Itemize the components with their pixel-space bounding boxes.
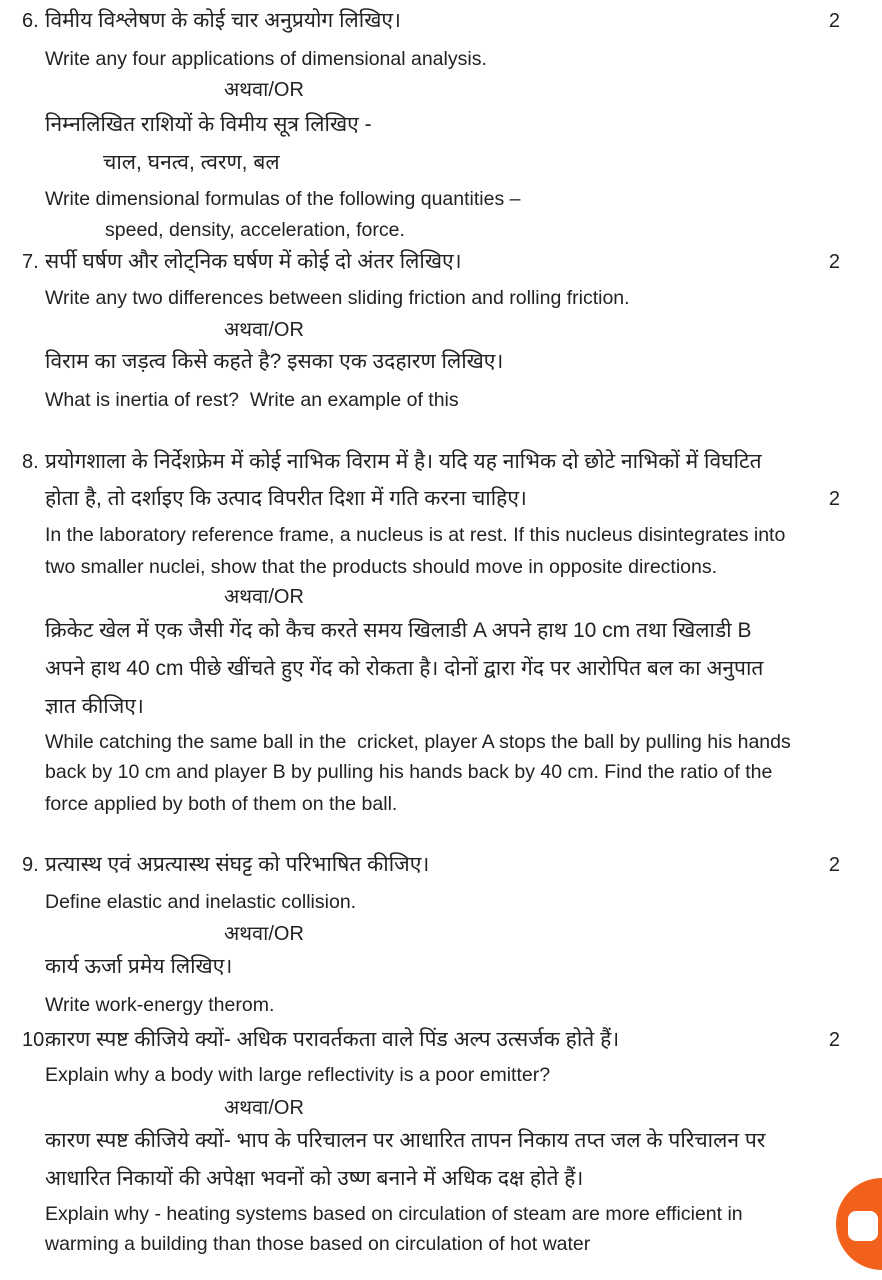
q8-english-line2: two smaller nuclei, show that the products should move in opposite directions. [45, 556, 718, 578]
q8-alt-hindi-line3: ज्ञात कीजिए। [45, 695, 144, 718]
q7-english-question: Write any two differences between sliding friction and rolling friction. [45, 287, 630, 309]
q10-or-divider: अथवा/OR [224, 1097, 304, 1119]
q10-english-question: Explain why a body with large reflectivity is a poor emitter? [45, 1064, 551, 1086]
q6-hindi-question: 6. विमीय विश्लेषण के कोई चार अनुप्रयोग लिखिए। 2 [22, 9, 840, 32]
q9-or-divider: अथवा/OR [224, 923, 304, 945]
q7-alt-english-question: What is inertia of rest? Write an example of this [45, 389, 459, 411]
q10-alt-hindi-line1: कारण स्पष्ट कीजिये क्यों- भाप के परिचालन पर आधारित तापन निकाय तप्त जल के परिचालन पर [45, 1129, 766, 1152]
q6-alt-hindi-question: निम्नलिखित राशियों के विमीय सूत्र लिखिए - [45, 113, 372, 136]
q10-alt-hindi-line2: आधारित निकायों की अपेक्षा भवनों को उष्ण बनाने में अधिक दक्ष होते हैं। [45, 1167, 584, 1190]
q9-english-question: Define elastic and inelastic collision. [45, 891, 357, 913]
question-number: 8. [22, 451, 39, 473]
q6-alt-english-question: Write dimensional formulas of the following quantities – [45, 188, 521, 210]
q10-alt-english-line1: Explain why - heating systems based on circulation of steam are more efficient in [45, 1203, 743, 1225]
marks-value: 2 [828, 251, 840, 273]
q10-hindi-question: 10.कारण स्पष्ट कीजिये क्यों- अधिक परावर्तकता वाले पिंड अल्प उत्सर्जक होते हैं। 2 [22, 1028, 840, 1051]
q9-hindi-question: 9. प्रत्यास्थ एवं अप्रत्यास्थ संघट्ट को परिभाषित कीजिए। 2 [22, 853, 840, 876]
q9-alt-hindi-question: कार्य ऊर्जा प्रमेय लिखिए। [45, 955, 233, 978]
q8-english-line1: In the laboratory reference frame, a nucleus is at rest. If this nucleus disintegrates into [45, 524, 786, 546]
q8-alt-english-line1: While catching the same ball in the cricket, player A stops the ball by pulling his hands [45, 731, 791, 753]
marks-value: 2 [828, 1029, 840, 1051]
q7-or-divider: अथवा/OR [224, 319, 304, 341]
q10-alt-english-line2: warming a building than those based on circulation of hot water [45, 1233, 591, 1255]
question-number: 6. [22, 10, 39, 32]
q8-alt-english-line3: force applied by both of them on the ball. [45, 793, 398, 815]
q6-english-question: Write any four applications of dimensional analysis. [45, 48, 487, 70]
q8-or-divider: अथवा/OR [224, 586, 304, 608]
app-logo-icon [848, 1211, 878, 1241]
q8-alt-hindi-line1: क्रिकेट खेल में एक जैसी गेंद को कैच करते समय खिलाडी A अपने हाथ 10 cm तथा खिलाडी B [45, 619, 752, 642]
question-number: 9. [22, 854, 39, 876]
marks-value: 2 [828, 854, 840, 876]
marks-value: 2 [828, 10, 840, 32]
q6-or-divider: अथवा/OR [224, 79, 304, 101]
q7-alt-hindi-question: विराम का जड़त्व किसे कहते है? इसका एक उदहारण लिखिए। [45, 350, 504, 373]
q6-alt-hindi-quantities: चाल, घनत्व, त्वरण, बल [103, 151, 280, 174]
marks-value: 2 [828, 488, 840, 510]
question-number: 10. [22, 1029, 50, 1051]
q6-alt-english-quantities: speed, density, acceleration, force. [105, 219, 405, 241]
question-number: 7. [22, 251, 39, 273]
q8-alt-hindi-line2: अपने हाथ 40 cm पीछे खींचते हुए गेंद को रोकता है। दोनों द्वारा गेंद पर आरोपित बल का अनुपात [45, 657, 764, 680]
q7-hindi-question: 7. सर्पी घर्षण और लोट्निक घर्षण में कोई दो अंतर लिखिए। 2 [22, 250, 840, 273]
q8-hindi-line1: 8. प्रयोगशाला के निर्देशफ्रेम में कोई नाभिक विराम में है। यदि यह नाभिक दो छोटे नाभिकों में विघटित [22, 450, 762, 473]
q8-alt-english-line2: back by 10 cm and player B by pulling his hands back by 40 cm. Find the ratio of the [45, 761, 773, 783]
q8-hindi-line2: होता है, तो दर्शाइए कि उत्पाद विपरीत दिशा में गति करना चाहिए। 2 [45, 487, 840, 510]
q9-alt-english-question: Write work-energy therom. [45, 994, 275, 1016]
